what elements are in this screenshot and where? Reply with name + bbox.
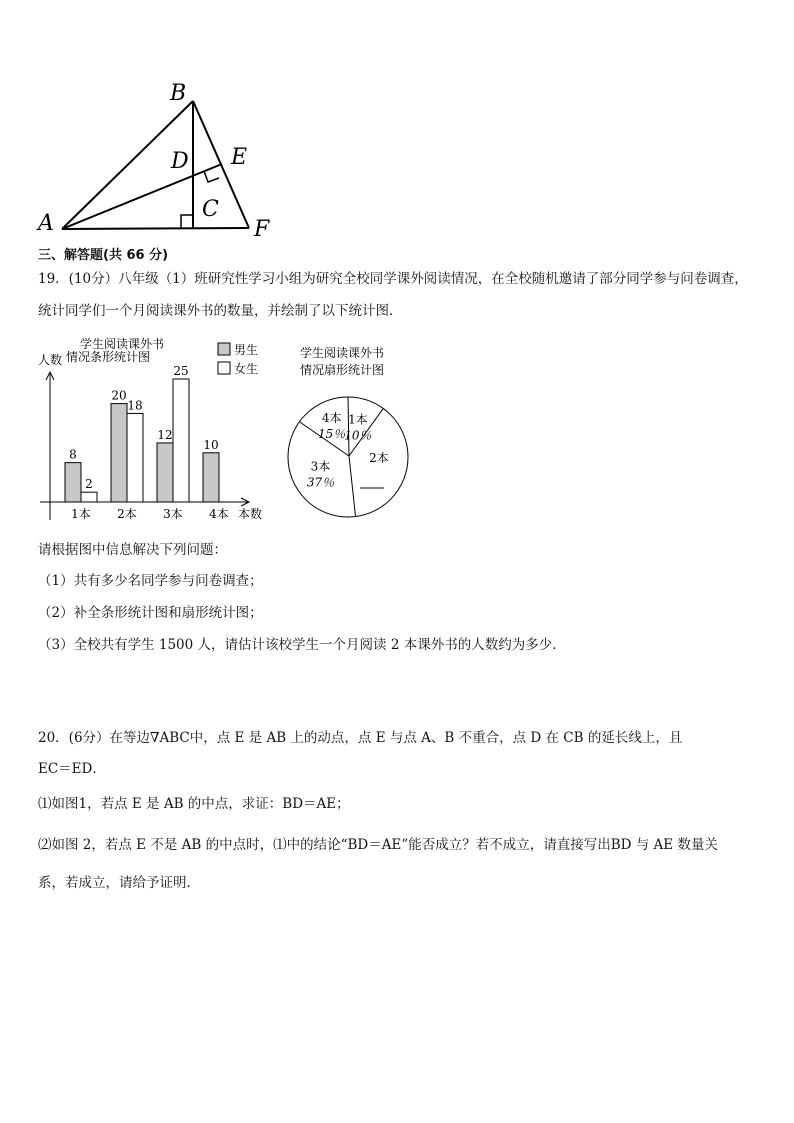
q20-part-2-line-2: 系，若成立，请给予证明． [38, 875, 200, 891]
section-title: 三、解答题(共 66 分) [38, 248, 169, 263]
pie-slice-label: 2本 [369, 450, 389, 465]
bar-value-label: 25 [173, 364, 189, 378]
bar-chart-title-line-2: 情况条形统计图 [66, 350, 151, 364]
bar-chart-title-line-1: 学生阅读课外书 [80, 337, 165, 351]
pie-slice-percent: 37％ [306, 475, 335, 490]
q19-item-1: （1）共有多少名同学参与问卷调查； [38, 573, 263, 589]
q20-part-1: ⑴如图1，若点 E 是 AB 的中点，求证：BD＝AE； [38, 796, 350, 812]
q19-line-1: 19．(10分）八年级（1）班研究性学习小组为研究全校同学课外阅读情况，在全校随机邀请了部分同学参与问卷调查， [38, 271, 748, 287]
pie-chart [280, 342, 420, 524]
pie-chart-title-line-1: 学生阅读课外书 [300, 346, 385, 360]
pie-slice-label: 1本 [348, 412, 368, 427]
legend-swatch-boys [218, 343, 230, 355]
x-tick-label: 3本 [163, 507, 183, 521]
bar-value-label: 10 [203, 437, 219, 452]
bar-value-label: 12 [157, 427, 173, 442]
label-b: B [170, 81, 187, 106]
pie-slice-percent: 15％ [318, 426, 346, 441]
x-tick-label: 4本 [209, 507, 229, 521]
bar-girls-3 [173, 379, 189, 502]
bar-value-label: 18 [127, 398, 143, 413]
bar-chart [36, 336, 276, 526]
x-axis-label: 本数 [238, 507, 263, 521]
bar-boys-1 [65, 463, 81, 502]
label-c: C [202, 197, 219, 222]
legend-label-girls: 女生 [234, 362, 259, 376]
pie-slice-label: 3本 [310, 459, 331, 474]
q20-line-1: 20．(6分）在等边∇ABC中，点 E 是 AB 上的动点，点 E 与点 A、B 不重合，点 D 在 CB 的延长线上，且 [38, 730, 683, 746]
bar-girls-2 [127, 413, 143, 502]
pie-slice-percent: 10％ [344, 428, 372, 443]
bar-value-label: 20 [111, 388, 127, 403]
bar-value-label: 2 [85, 477, 93, 492]
label-d: D [171, 149, 189, 174]
bar-value-label: 8 [69, 447, 77, 462]
label-f: F [254, 217, 270, 240]
x-tick-label: 1本 [71, 507, 91, 521]
bar-boys-4 [203, 453, 219, 502]
q19-prompt: 请根据图中信息解决下列问题： [38, 542, 227, 558]
legend-swatch-girls [218, 362, 230, 374]
pie-chart-title-line-2: 情况扇形统计图 [300, 363, 385, 377]
y-axis-label: 人数 [38, 353, 63, 367]
label-e: E [231, 145, 248, 170]
label-a: A [38, 211, 54, 236]
segment-ae [62, 164, 222, 229]
legend-label-boys: 男生 [234, 343, 259, 357]
right-angle-mark-e [204, 171, 219, 182]
bar-boys-3 [157, 443, 173, 502]
bar-girls-1 [81, 492, 97, 502]
pie-slice-label: 4本 [321, 410, 342, 425]
x-tick-label: 2本 [117, 507, 137, 521]
q19-item-3: （3）全校共有学生 1500 人，请估计该校学生一个月阅读 2 本课外书的人数约为多少． [38, 637, 566, 653]
segment-af [62, 228, 249, 229]
q20-line-2: EC＝ED． [38, 761, 106, 777]
q19-item-2: （2）补全条形统计图和扇形统计图； [38, 605, 263, 621]
bar-boys-2 [111, 404, 127, 502]
triangle-figure [30, 78, 290, 240]
right-angle-mark-c [181, 215, 193, 228]
q19-line-2: 统计同学们一个月阅读课外书的数量，并绘制了以下统计图． [38, 303, 403, 319]
q20-part-2-line-1: ⑵如图 2，若点 E 不是 AB 的中点时，⑴中的结论“BD＝AE”能否成立？若不成立，请直接写出BD 与 AE 数量关 [38, 837, 718, 853]
